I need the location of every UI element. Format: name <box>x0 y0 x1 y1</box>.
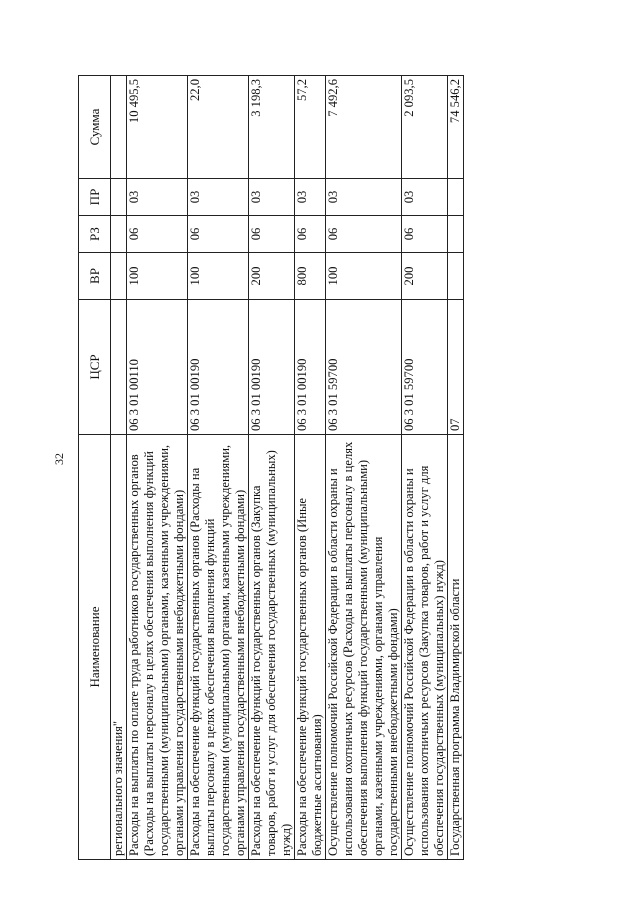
cell-sum <box>111 76 127 179</box>
cell-rz: 06 <box>249 216 295 253</box>
table-row <box>402 76 448 860</box>
cell-name: Осуществление полномочий Российской Федерации в области охраны и использования охотничьих ресурсов (Закупка товаров, работ и услуг для обеспечения государственных (муниципальных) нужд) <box>402 435 448 860</box>
cell-vr: 100 <box>127 253 188 300</box>
cell-name: регионального значения" <box>111 435 127 860</box>
cell-rz: 06 <box>402 216 448 253</box>
cell-csr: 06 3 01 00190 <box>295 300 326 435</box>
cell-vr: 200 <box>402 253 448 300</box>
cell-vr: 800 <box>295 253 326 300</box>
table-row <box>295 76 326 860</box>
cell-pr: 03 <box>127 179 188 216</box>
page-number: 32 <box>52 453 66 465</box>
header-sum: Сумма <box>79 76 111 179</box>
budget-table <box>78 75 464 860</box>
cell-pr: 03 <box>326 179 402 216</box>
header-csr: ЦСР <box>79 300 111 435</box>
cell-pr: 03 <box>402 179 448 216</box>
table-row <box>188 76 249 860</box>
cell-pr: 03 <box>188 179 249 216</box>
table-row <box>127 76 188 860</box>
table-row <box>326 76 402 860</box>
cell-vr <box>448 253 464 300</box>
cell-csr: 07 <box>448 300 464 435</box>
cell-rz <box>448 216 464 253</box>
header-vr: ВР <box>79 253 111 300</box>
cell-sum: 3 198,3 <box>249 76 295 179</box>
cell-csr <box>111 300 127 435</box>
cell-sum: 74 546,2 <box>448 76 464 179</box>
cell-vr: 100 <box>188 253 249 300</box>
cell-csr: 06 3 01 59700 <box>402 300 448 435</box>
cell-sum: 10 495,5 <box>127 76 188 179</box>
cell-vr: 100 <box>326 253 402 300</box>
table-header-row <box>79 76 111 860</box>
cell-sum: 7 492,6 <box>326 76 402 179</box>
cell-csr: 06 3 01 00190 <box>249 300 295 435</box>
cell-pr <box>448 179 464 216</box>
cell-name: Государственная программа Владимирской области <box>448 435 464 860</box>
cell-name: Расходы на обеспечение функций государственных органов (Закупка товаров, работ и услуг для обеспечения государственных (муниципальных) нужд) <box>249 435 295 860</box>
cell-csr: 06 3 01 00190 <box>188 300 249 435</box>
cell-name: Осуществление полномочий Российской Федерации в области охраны и использования охотничьих ресурсов (Расходы на выплаты персоналу в целях обеспечения выполнения функций государственными (муниципальными) органами, казенными учреждениями, органами управления государственными внебюджетными фондами) <box>326 435 402 860</box>
cell-csr: 06 3 01 59700 <box>326 300 402 435</box>
cell-rz: 06 <box>127 216 188 253</box>
cell-name: Расходы на выплаты по оплате труда работников государственных органов (Расходы на выплаты персоналу в целях обеспечения выполнения функций государственными (муниципальными) органами, казенными учреждениями, органами управления государственными внебюджетными фондами) <box>127 435 188 860</box>
cell-rz: 06 <box>295 216 326 253</box>
cell-name: Расходы на обеспечение функций государственных органов (Расходы на выплаты персоналу в целях обеспечения выполнения функций государственными (муниципальными) органами, казенными учреждениями, органами управления государственными внебюджетными фондами) <box>188 435 249 860</box>
header-pr: ПР <box>79 179 111 216</box>
cell-rz <box>111 216 127 253</box>
header-name: Наименование <box>79 435 111 860</box>
cell-sum: 57,2 <box>295 76 326 179</box>
cell-rz: 06 <box>326 216 402 253</box>
table-row <box>249 76 295 860</box>
header-rz: РЗ <box>79 216 111 253</box>
cell-vr <box>111 253 127 300</box>
cell-pr: 03 <box>249 179 295 216</box>
cell-vr: 200 <box>249 253 295 300</box>
cell-sum: 2 093,5 <box>402 76 448 179</box>
cell-sum: 22,0 <box>188 76 249 179</box>
cell-pr <box>111 179 127 216</box>
cell-name: Расходы на обеспечение функций государственных органов (Иные бюджетные ассигнования) <box>295 435 326 860</box>
table-row-continuation <box>111 76 127 860</box>
table-row <box>448 76 464 860</box>
cell-csr: 06 3 01 00110 <box>127 300 188 435</box>
cell-pr: 03 <box>295 179 326 216</box>
cell-rz: 06 <box>188 216 249 253</box>
